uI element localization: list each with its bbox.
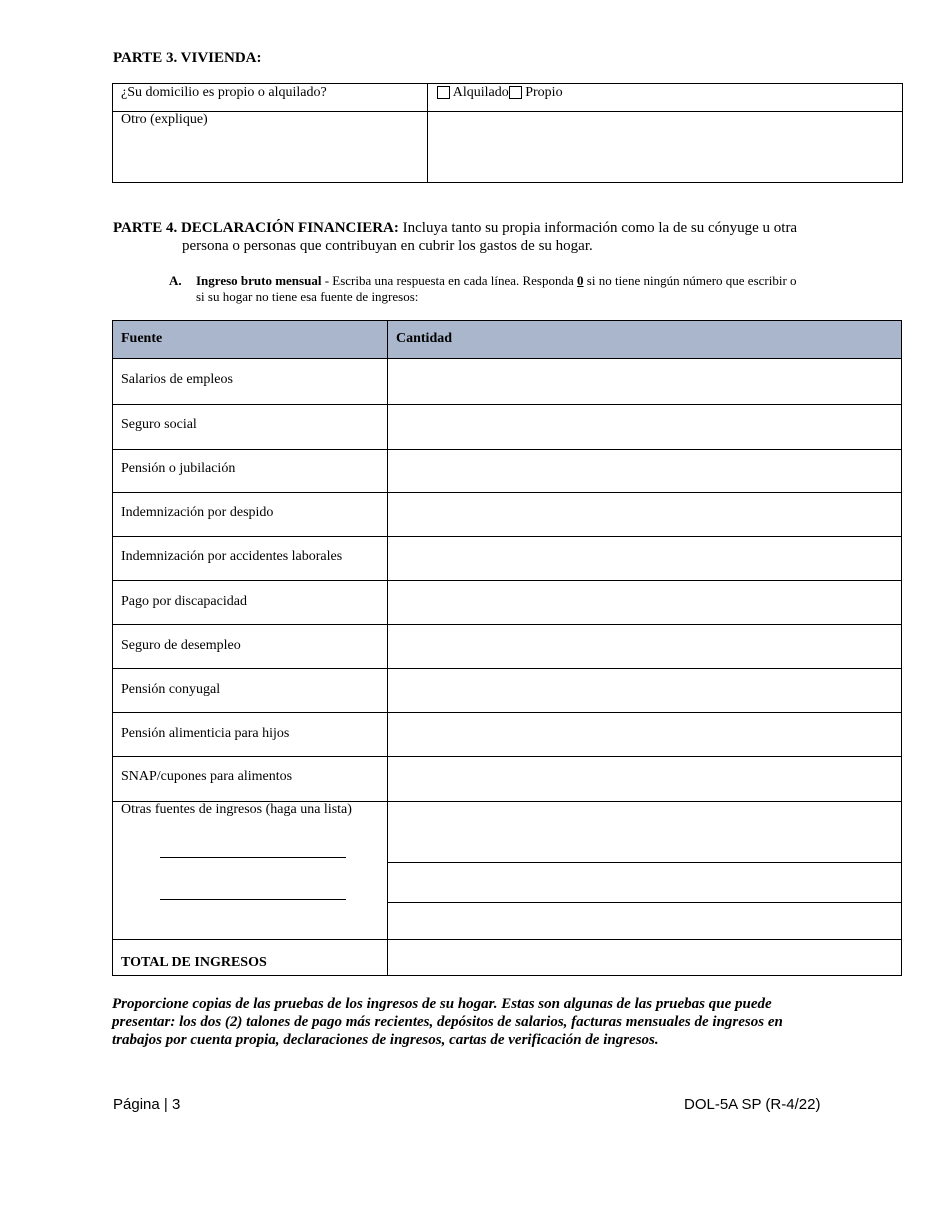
row-label-snap: SNAP/cupones para alimentos xyxy=(121,769,293,784)
proof-of-income-note: Proporcione copias de las pruebas de los ingresos de su hogar. Estas son algunas de las pruebas que puede presentar: los dos (2) talones de pago más recientes, depósitos de salarios, facturas mensuales de ingresos en trabajos por cuenta propia, declaraciones de ingresos, cartas de verificación de ingresos. xyxy=(112,996,783,1048)
amount-wages-field[interactable] xyxy=(389,359,901,403)
row-label-severance: Indemnización por despido xyxy=(121,505,274,520)
other-explain-field[interactable] xyxy=(428,112,902,182)
part4-intro-line2: persona o personas que contribuyan en cubrir los gastos de su hogar. xyxy=(182,238,593,254)
header-source: Fuente xyxy=(121,331,163,346)
amount-unemployment-field[interactable] xyxy=(389,625,901,667)
other-source-line-1[interactable] xyxy=(160,857,346,858)
amount-snap-field[interactable] xyxy=(389,757,901,800)
row-label-unemployment: Seguro de desempleo xyxy=(121,638,241,653)
rented-checkbox[interactable] xyxy=(437,86,450,99)
amount-total-field[interactable] xyxy=(389,940,901,975)
part3-title: PARTE 3. VIVIENDA: xyxy=(113,50,262,66)
owned-label: Propio xyxy=(525,85,563,100)
row-label-wages: Salarios de empleos xyxy=(121,372,233,387)
other-explain-label: Otro (explique) xyxy=(121,112,208,127)
other-source-line-2[interactable] xyxy=(160,899,346,900)
housing-table xyxy=(112,83,903,183)
amount-other-1-field[interactable] xyxy=(389,802,901,861)
amount-severance-field[interactable] xyxy=(389,493,901,535)
row-label-total: TOTAL DE INGRESOS xyxy=(121,955,267,970)
header-amount: Cantidad xyxy=(396,331,453,346)
row-label-disability: Pago por discapacidad xyxy=(121,594,247,609)
amount-social-security-field[interactable] xyxy=(389,405,901,448)
row-label-child-support: Pensión alimenticia para hijos xyxy=(121,726,290,741)
row-label-alimony: Pensión conyugal xyxy=(121,682,221,697)
row-label-social-security: Seguro social xyxy=(121,417,197,432)
amount-child-support-field[interactable] xyxy=(389,713,901,755)
income-table xyxy=(112,320,902,976)
form-id: DOL-5A SP (R-4/22) xyxy=(684,1096,821,1113)
part4-intro xyxy=(113,219,873,255)
income-table-header xyxy=(113,321,901,359)
owned-checkbox[interactable] xyxy=(509,86,522,99)
part4-title: PARTE 4. DECLARACIÓN FINANCIERA: xyxy=(113,220,399,236)
row-label-other-sources: Otras fuentes de ingresos (haga una lista) xyxy=(121,802,352,817)
amount-other-2-field[interactable] xyxy=(389,863,901,901)
row-label-workers-comp: Indemnización por accidentes laborales xyxy=(121,549,343,564)
amount-other-3-field[interactable] xyxy=(389,903,901,938)
section-a-letter: A. xyxy=(169,273,182,288)
amount-pension-field[interactable] xyxy=(389,450,901,491)
row-label-pension: Pensión o jubilación xyxy=(121,461,236,476)
ownership-question: ¿Su domicilio es propio o alquilado? xyxy=(121,85,327,100)
rented-label: Alquilado xyxy=(452,85,509,100)
amount-alimony-field[interactable] xyxy=(389,669,901,711)
section-a-text: Ingreso bruto mensual - Escriba una respuesta en cada línea. Responda 0 si no tiene ningún número que escribir o si su hogar no tiene esa fuente de ingresos: xyxy=(196,273,797,304)
amount-disability-field[interactable] xyxy=(389,581,901,623)
ownership-options xyxy=(437,85,563,101)
part4-intro-line1: Incluya tanto su propia información como la de su cónyuge u otra xyxy=(402,220,798,236)
amount-workers-comp-field[interactable] xyxy=(389,537,901,579)
section-a-heading: Ingreso bruto mensual xyxy=(196,273,322,288)
page-number: Página | 3 xyxy=(113,1096,181,1113)
